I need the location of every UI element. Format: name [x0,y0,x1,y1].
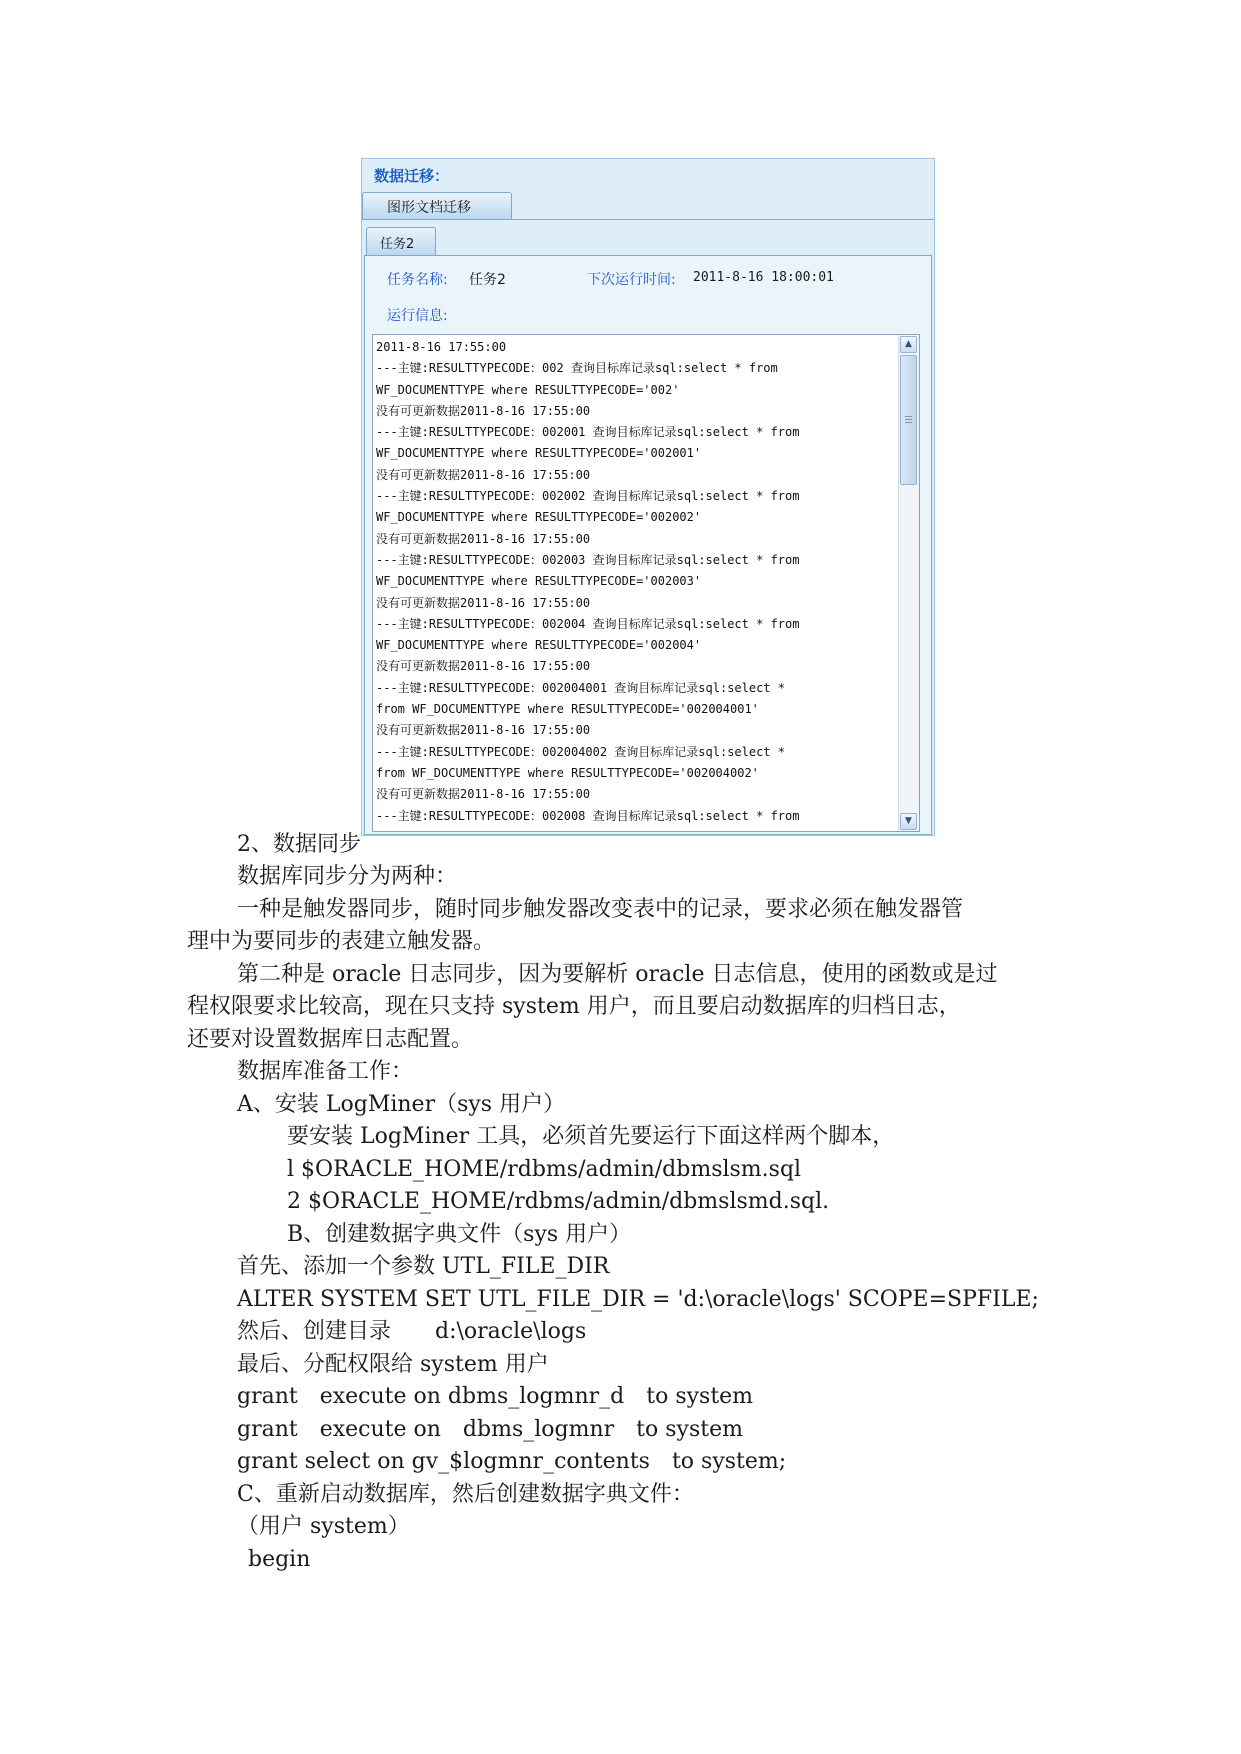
log-line: ---主键:RESULTTYPECODE：002004002 查询目标库记录sql:select * [376,744,785,759]
step-heading: C、重新启动数据库，然后创建数据字典文件： [237,1482,694,1507]
code-line: begin [248,1547,311,1572]
run-info-label: 运行信息: [387,308,448,324]
tab-label: 任务2 [380,237,415,252]
paragraph: 第二种是 oracle 日志同步，因为要解析 oracle 日志信息，使用的函数或是过 [237,962,998,987]
code-line: grant select on gv_$logmnr_contents to system; [237,1449,787,1474]
log-text-area [376,337,891,827]
paragraph: 数据库准备工作： [237,1059,414,1084]
paragraph: 理中为要同步的表建立触发器。 [187,929,496,954]
panel-title: 数据迁移： [374,167,450,185]
log-line: ---主键:RESULTTYPECODE：002 查询目标库记录sql:select * from [376,361,778,376]
scroll-down-icon[interactable]: ▼ [900,813,917,830]
step-heading: B、创建数据字典文件（sys 用户） [287,1222,632,1247]
log-line: ---主键:RESULTTYPECODE：002001 查询目标库记录sql:select * from [376,425,800,440]
tab-task2[interactable] [366,227,436,255]
paragraph: 还要对设置数据库日志配置。 [187,1027,474,1052]
tab-document-migration[interactable] [362,192,512,219]
vertical-scrollbar[interactable] [898,335,919,831]
code-line: grant execute on dbms_logmnr to system [237,1417,743,1442]
log-line: 没有可更新数据2011-8-16 17:55:00 [376,403,591,418]
task-name-value: 任务2 [469,272,506,288]
log-line: 没有可更新数据2011-8-16 17:55:00 [376,787,591,802]
log-line: ---主键:RESULTTYPECODE：002003 查询目标库记录sql:select * from [376,552,800,567]
migration-screenshot [361,158,935,836]
log-line: WF_DOCUMENTTYPE where RESULTTYPECODE='002003' [376,574,702,589]
tab-divider [362,219,934,220]
next-run-label: 下次运行时间: [587,272,676,288]
log-line: WF_DOCUMENTTYPE where RESULTTYPECODE='002004' [376,638,702,653]
run-info-log[interactable] [372,334,920,832]
code-line: grant execute on dbms_logmnr_d to system [237,1384,754,1409]
next-run-value: 2011-8-16 18:00:01 [693,270,834,285]
log-line: ---主键:RESULTTYPECODE：002004 查询目标库记录sql:select * from [376,616,800,631]
log-line: ---主键:RESULTTYPECODE：002008 查询目标库记录sql:select * from [376,808,800,823]
log-line: 没有可更新数据2011-8-16 17:55:00 [376,659,591,674]
paragraph: 首先、添加一个参数 UTL_FILE_DIR [237,1254,610,1279]
log-line: ---主键:RESULTTYPECODE：002004001 查询目标库记录sql:select * [376,680,785,695]
grip-icon [905,416,912,417]
task-name-label: 任务名称: [387,272,448,288]
log-line: ---主键:RESULTTYPECODE：002002 查询目标库记录sql:select * from [376,489,800,504]
log-line: 没有可更新数据2011-8-16 17:55:00 [376,531,591,546]
log-line: 没有可更新数据2011-8-16 17:55:00 [376,595,591,610]
paragraph: 最后、分配权限给 system 用户 [237,1352,549,1377]
paragraph: 要安装 LogMiner 工具，必须首先要运行下面这样两个脚本， [287,1124,895,1149]
log-line: WF_DOCUMENTTYPE where RESULTTYPECODE='002001' [376,446,702,461]
paragraph: 数据库同步分为两种： [237,864,458,889]
log-line: 没有可更新数据2011-8-16 17:55:00 [376,723,591,738]
log-line: from WF_DOCUMENTTYPE where RESULTTYPECODE='002004001' [376,702,759,717]
log-line: from WF_DOCUMENTTYPE where RESULTTYPECODE='002004002' [376,765,759,780]
script-line: 2 $ORACLE_HOME/rdbms/admin/dbmslsmd.sql. [287,1189,830,1214]
step-heading: A、安装 LogMiner（sys 用户） [237,1092,566,1117]
tab-label: 图形文档迁移 [387,200,471,216]
section-heading: 2、数据同步 [237,832,361,857]
paragraph: （用户 system） [237,1514,410,1539]
code-line: ALTER SYSTEM SET UTL_FILE_DIR = 'd:\oracle\logs' SCOPE=SPFILE; [237,1287,1039,1312]
paragraph: 然后、创建目录 d:\oracle\logs [237,1319,587,1344]
scroll-up-icon[interactable]: ▲ [900,336,917,353]
script-line: l $ORACLE_HOME/rdbms/admin/dbmslsm.sql [287,1157,802,1182]
paragraph: 程权限要求比较高，现在只支持 system 用户，而且要启动数据库的归档日志， [187,994,961,1019]
log-line: WF_DOCUMENTTYPE where RESULTTYPECODE='002' [376,382,680,397]
log-line: 没有可更新数据2011-8-16 17:55:00 [376,467,591,482]
paragraph: 一种是触发器同步，随时同步触发器改变表中的记录，要求必须在触发器管 [237,897,964,922]
log-line: WF_DOCUMENTTYPE where RESULTTYPECODE='002002' [376,510,702,525]
log-line: 2011-8-16 17:55:00 [376,340,507,354]
scroll-thumb[interactable] [900,355,917,485]
